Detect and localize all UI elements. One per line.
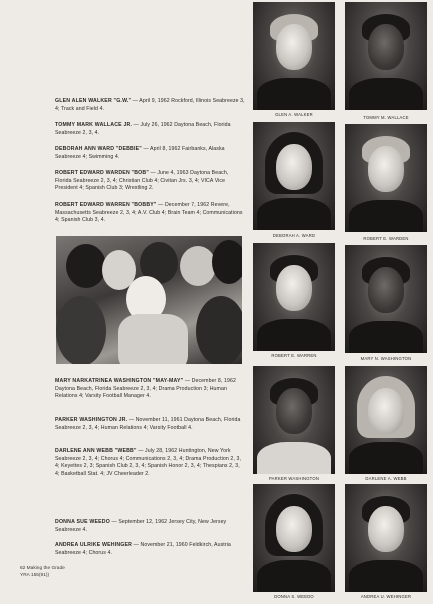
bio-name: GLEN ALEN WALKER "G.W." (55, 98, 132, 104)
bio-donna-weedo (55, 519, 245, 534)
bio-name: ROBERT EDWARD WARREN "BOBBY" (55, 202, 157, 208)
page-number-label: 62 Making the Grade (20, 566, 65, 571)
portrait-deborah-ward (253, 122, 335, 230)
bio-text: — September 12, 1962 Jersey City, New Jersey Seabreeze 4. (55, 519, 227, 533)
bio-text: — June 4, 1963 Daytona Beach, Florida Seabreeze 2, 3, 4; Christian Club 4; Civitan Jrs. 3, 4; VICA Vice President 4; Spanish Club 3; Wrestling 2. (55, 170, 229, 192)
bio-name: TOMMY MARK WALLACE JR. (55, 122, 133, 128)
print-code: YRA 155(91)) (20, 572, 50, 578)
bio-glen-walker (55, 98, 245, 113)
bio-name: DEBORAH ANN WARD "DEBBIE" (55, 146, 142, 152)
bio-text: — November 21, 1960 Feldkirch, Austria Seabreeze 4; Chorus 4. (55, 542, 231, 556)
portrait-mary-washington (345, 245, 427, 353)
portrait-caption: ANDREA U. WEHINGER (360, 594, 412, 599)
bio-darlene-webb (55, 448, 245, 478)
bio-deborah-ward (55, 146, 245, 161)
portrait-caption: DEBORAH A. WARD (272, 233, 316, 238)
bio-mary-washington (55, 378, 245, 401)
candid-crowd-photo (56, 236, 242, 364)
portrait-robert-warren (253, 243, 335, 351)
bio-name: ROBERT EDWARD WARDEN "BOB" (55, 170, 149, 176)
portrait-robert-warden (345, 124, 427, 232)
portrait-caption: DARLENE A. WEBB (365, 476, 407, 481)
bio-andrea-wehinger (55, 542, 245, 557)
portrait-caption: PARKER WASHINGTON (268, 476, 320, 481)
bio-parker-washington (55, 417, 245, 432)
portrait-caption: GLEN A. WALKER (275, 112, 313, 117)
portrait-donna-weedo (253, 484, 335, 592)
bio-robert-warden (55, 170, 245, 193)
bio-name: PARKER WASHINGTON JR. (55, 417, 128, 423)
bio-robert-warren (55, 202, 245, 225)
bio-text: — April 9, 1962 Rockford, Illinois Seabreeze 3, 4; Track and Field 4. (55, 98, 245, 112)
portrait-caption: DONNA S. WEEDO (274, 594, 314, 599)
portrait-darlene-webb (345, 366, 427, 474)
bio-name: DARLENE ANN WEBB "WEBB" (55, 448, 137, 454)
portrait-tommy-wallace (345, 2, 427, 110)
bio-tommy-wallace (55, 122, 245, 137)
bio-name: DONNA SUE WEEDO (55, 519, 110, 525)
page-footer (20, 566, 65, 579)
bio-text: — December 7, 1962 Revere, Massachusetts Seabreeze 2, 3, 4; A.V. Club 4; Brain Team 4; Communications 4; Spanish Club 3, 4. (55, 202, 243, 224)
bio-name: MARY NARKATRINEA WASHINGTON "MAY-MAY" (55, 378, 184, 384)
portrait-caption: ROBERT E. WARDEN (363, 236, 409, 241)
bio-text: — July 28, 1962 Huntington, New York Seabreeze 2, 3, 4; Chorus 4; Communications 2, 3, 4; Drama Production 2, 3, 4; Keyettes 2, 3; Spanish Club 2, 3, 4; Spanish Honor 2, 3, 4; Thespians 2, 3, 4; Basketball Stat. 4; JV Cheerleader 2. (55, 448, 241, 477)
portrait-caption: ROBERT E. WARREN (271, 353, 317, 358)
portrait-parker-washington (253, 366, 335, 474)
portrait-andrea-wehinger (345, 484, 427, 592)
portrait-caption: MARY N. WASHINGTON (360, 356, 412, 361)
bio-text: — December 8, 1962 Daytona Beach, Florida Seabreeze 2, 3, 4; Drama Production 3; Human Relations 4; Varsity Football Manager 4. (55, 378, 236, 400)
bio-text: — July 26, 1962 Daytona Beach, Florida Seabreeze 2, 3, 4. (55, 122, 231, 136)
portrait-caption: TOMMY M. WALLACE (363, 115, 409, 120)
bio-text: — November 11, 1961 Daytona Beach, Florida Seabreeze 2, 3, 4; Human Relations 4; Varsity Football 4. (55, 417, 241, 431)
portrait-glen-walker (253, 2, 335, 110)
bio-name: ANDREA ULRIKE WEHINGER (55, 542, 133, 548)
bio-text: — April 8, 1962 Fairbanks, Alaska Seabreeze 4; Swimming 4. (55, 146, 225, 160)
